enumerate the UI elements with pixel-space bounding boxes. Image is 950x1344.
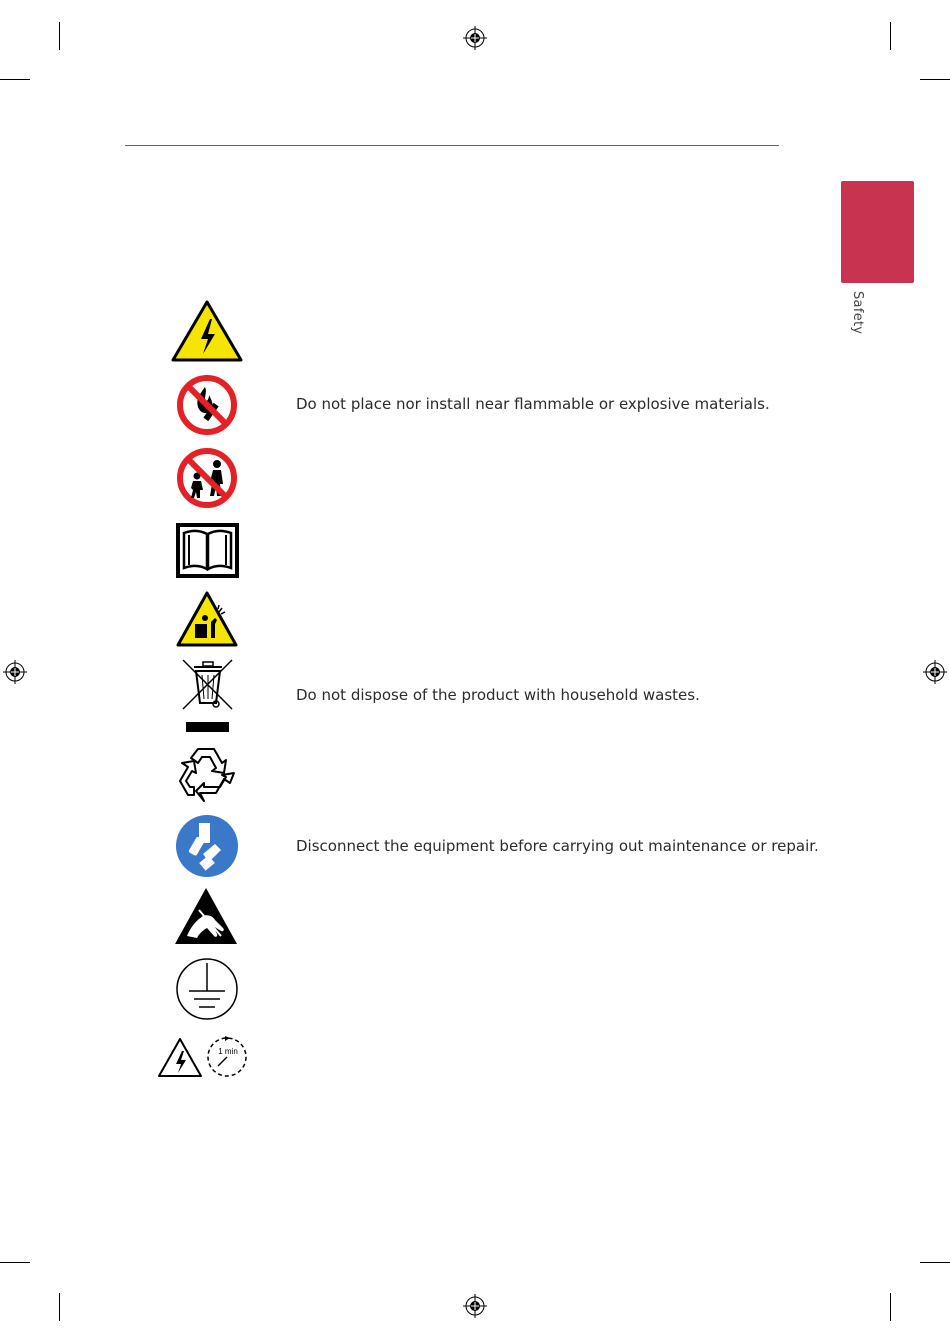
no-open-flame-icon xyxy=(175,373,239,437)
section-tab xyxy=(841,181,914,283)
symbol-description: Do not place nor install near flammable or explosive materials. xyxy=(296,395,770,413)
section-tab-label: Safety xyxy=(850,291,865,335)
header-rule xyxy=(125,145,779,146)
symbol-description: Disconnect the equipment before carrying out maintenance or repair. xyxy=(296,837,819,855)
registration-mark-icon xyxy=(463,1294,487,1318)
protective-earth-icon xyxy=(175,957,239,1021)
crop-mark xyxy=(0,79,30,80)
crop-mark xyxy=(0,1262,30,1263)
recycle-icon xyxy=(176,745,238,805)
no-children-icon xyxy=(175,446,239,510)
registration-mark-icon xyxy=(923,660,947,684)
weee-crossed-bin-icon xyxy=(180,657,236,735)
heavy-object-warning-icon xyxy=(175,590,239,648)
crop-mark xyxy=(920,79,950,80)
read-manual-icon xyxy=(176,523,239,578)
registration-mark-icon xyxy=(3,660,27,684)
disconnect-before-maintenance-icon xyxy=(175,814,239,878)
timer-label: 1 min xyxy=(218,1047,238,1056)
crop-mark xyxy=(920,1262,950,1263)
wait-discharge-icon xyxy=(158,1036,250,1080)
crop-mark xyxy=(59,22,60,50)
crop-mark xyxy=(890,1293,891,1321)
symbol-description: Do not dispose of the product with household wastes. xyxy=(296,686,700,704)
esd-sensitive-icon xyxy=(173,886,239,946)
electric-shock-warning-icon xyxy=(170,299,244,363)
crop-mark xyxy=(890,22,891,50)
registration-mark-icon xyxy=(463,26,487,50)
crop-mark xyxy=(59,1293,60,1321)
